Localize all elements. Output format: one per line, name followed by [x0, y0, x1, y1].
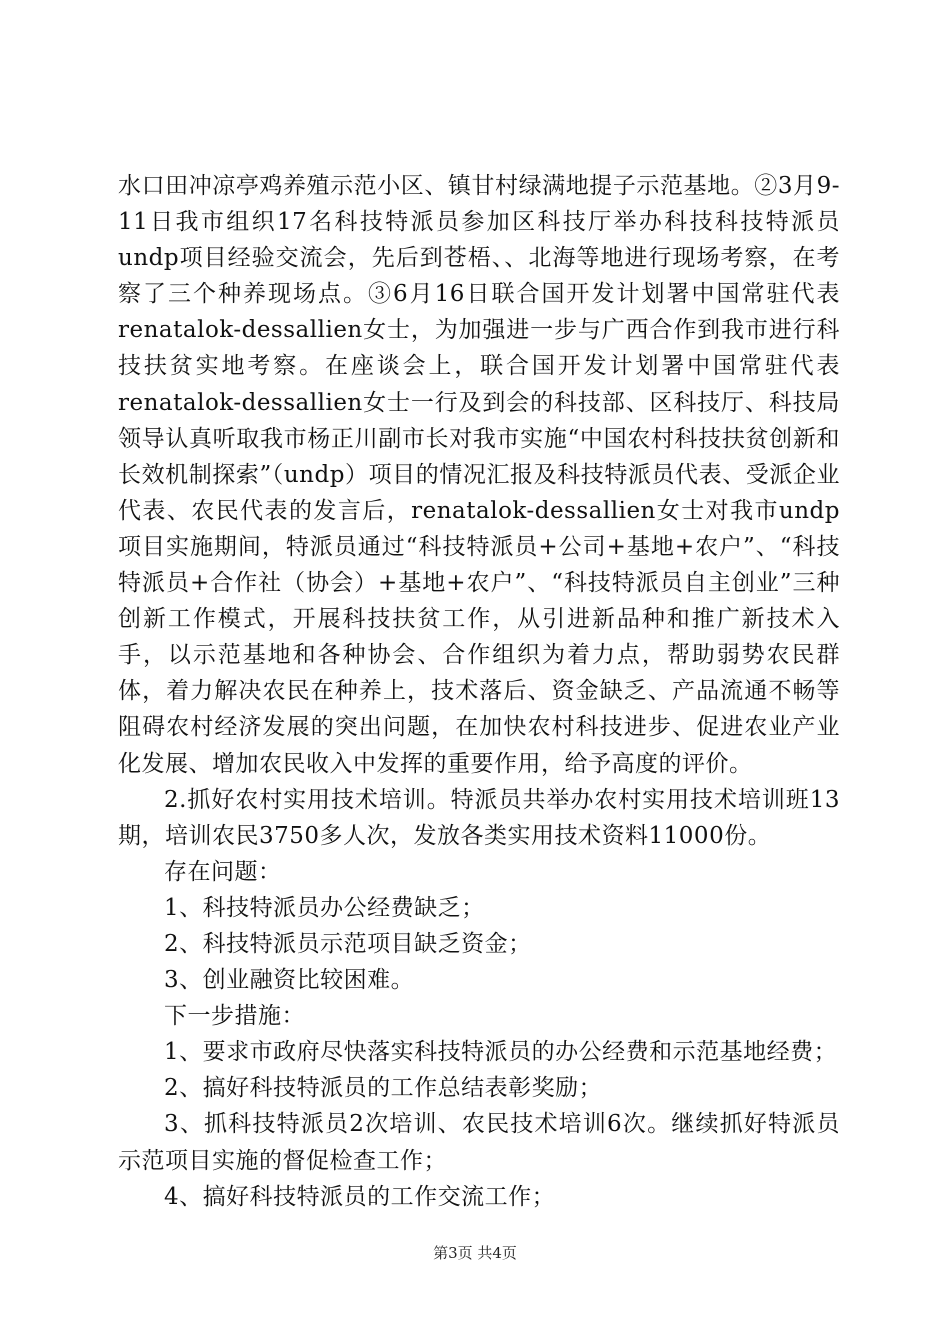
problem-item-2: 2、科技特派员示范项目缺乏资金； — [164, 930, 532, 957]
body-paragraph-training: 2.抓好农村实用技术培训。特派员共举办农村实用技术培训班13期，培训农民3750多人次，发放各类实用技术资料11000份。 — [118, 786, 840, 849]
problems-heading: 存在问题： — [164, 858, 282, 885]
page-number-label: 第3页 共4页 — [433, 1244, 517, 1262]
measure-item-1: 1、要求市政府尽快落实科技特派员的办公经费和示范基地经费； — [164, 1039, 838, 1066]
measures-heading: 下一步措施： — [164, 1003, 305, 1030]
problem-item-3: 3、创业融资比较困难。 — [164, 967, 415, 994]
measure-item-2: 2、搞好科技特派员的工作总结表彰奖励； — [164, 1075, 603, 1102]
page-footer — [0, 1242, 950, 1263]
problem-item-1: 1、科技特派员办公经费缺乏； — [164, 894, 485, 921]
body-paragraph-continued: 水口田冲凉亭鸡养殖示范小区、镇甘村绿满地提子示范基地。②3月9-11日我市组织17名科技特派员参加区科技厅举办科技科技特派员undp项目经验交流会，先后到苍梧、、北海等地进行现场考察，在考察了三个种养现场点。③6月16日联合国开发计划署中国常驻代表renatalok-dessallien女士，为加强进一步与广西合作到我市进行科技扶贫实地考察。在座谈会上，联合国开发计划署中国常驻代表renatalok-dessallien女士一行及到会的科技部、区科技厅、科技局领导认真听取我市杨正川副市长对我市实施“中国农村科技扶贫创新和长效机制探索”（undp）项目的情况汇报及科技特派员代表、受派企业代表、农民代表的发言后，renatalok-dessallien女士对我市undp项目实施期间，特派员通过“科技特派员+公司+基地+农户”、“科技特派员+合作社（协会）+基地+农户”、“科技特派员自主创业”三种创新工作模式，开展科技扶贫工作，从引进新品种和推广新技术入手，以示范基地和各种协会、合作组织为着力点，帮助弱势农民群体，着力解决农民在种养上，技术落后、资金缺乏、产品流通不畅等阻碍农村经济发展的突出问题，在加快农村科技进步、促进农业产业化发展、增加农民收入中发挥的重要作用，给予高度的评价。 — [118, 173, 840, 777]
measure-item-4: 4、搞好科技特派员的工作交流工作； — [164, 1183, 556, 1210]
document-body — [118, 168, 840, 1215]
measure-item-3: 3、抓科技特派员2次培训、农民技术培训6次。继续抓好特派员示范项目实施的督促检查工作； — [118, 1111, 840, 1174]
